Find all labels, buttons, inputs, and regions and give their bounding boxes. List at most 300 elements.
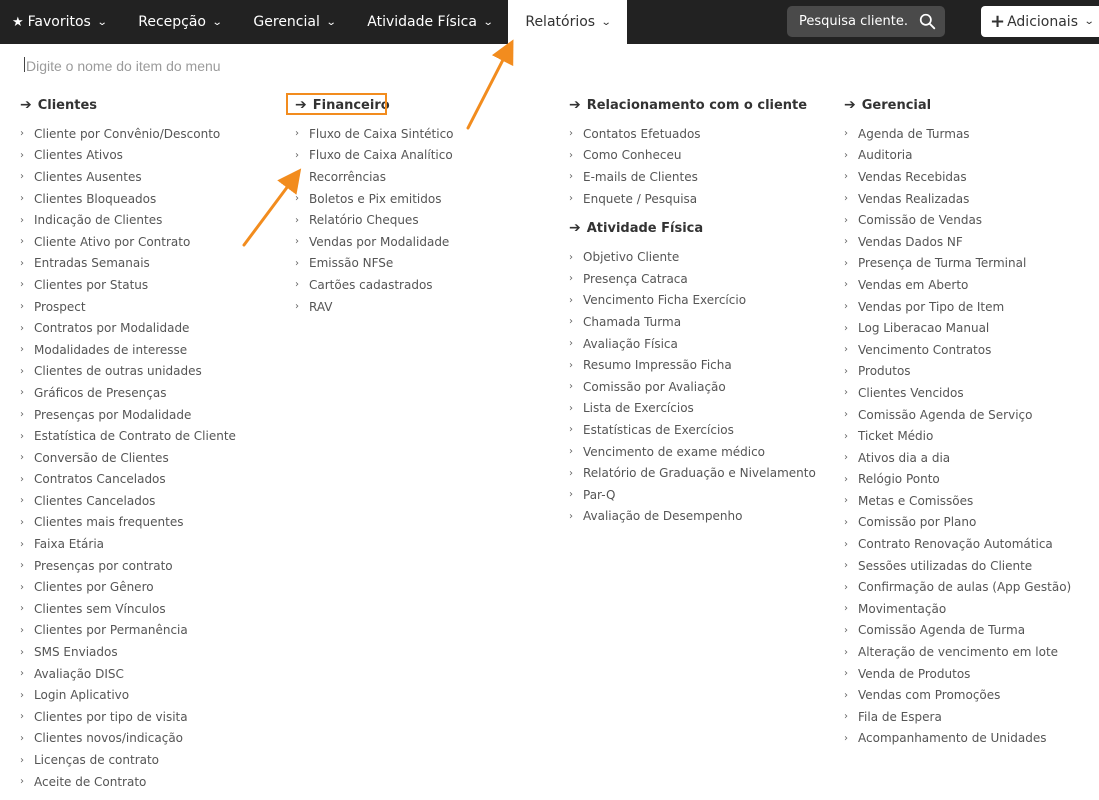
- chevron-down-icon: ⌄: [96, 16, 108, 28]
- menu-item[interactable]: [20, 598, 236, 620]
- menu-item-label: Aceite de Contrato: [34, 774, 147, 789]
- section-heading-relacionamento: [569, 95, 816, 115]
- menu-item-label: Contratos Cancelados: [34, 472, 166, 487]
- menu-item[interactable]: [569, 398, 816, 420]
- menu-item[interactable]: [569, 376, 816, 398]
- chevron-right-icon: ›: [569, 424, 573, 436]
- menu-item-label: Confirmação de aulas (App Gestão): [858, 580, 1072, 595]
- menu-item-label: Como Conheceu: [583, 148, 682, 163]
- adicionais-button[interactable]: [981, 6, 1099, 37]
- chevron-right-icon: ›: [20, 560, 24, 572]
- menu-item-label: Clientes mais frequentes: [34, 515, 184, 530]
- menu-item-label: Licenças de contrato: [34, 753, 160, 768]
- nav-gerencial[interactable]: [237, 0, 351, 44]
- menu-item[interactable]: [569, 311, 816, 333]
- chevron-right-icon: ›: [295, 149, 299, 161]
- chevron-right-icon: ›: [295, 257, 299, 269]
- menu-item[interactable]: [844, 253, 1071, 275]
- menu-item-label: Boletos e Pix emitidos: [309, 191, 442, 206]
- menu-item-label: Clientes Ativos: [34, 148, 123, 163]
- menu-item[interactable]: [20, 728, 236, 750]
- chevron-right-icon: ›: [20, 603, 24, 615]
- menu-item-label: Contatos Efetuados: [583, 126, 701, 141]
- annotation-arrow-recorrencias: [244, 178, 294, 245]
- chevron-right-icon: ›: [20, 473, 24, 485]
- chevron-down-icon: ⌄: [1083, 16, 1095, 27]
- chevron-down-icon: ⌄: [211, 16, 223, 28]
- menu-item[interactable]: [295, 231, 454, 253]
- menu-item-label: Vendas Recebidas: [858, 169, 967, 184]
- menu-item-label: Comissão Agenda de Turma: [858, 623, 1026, 638]
- section-heading-gerencial: [844, 95, 1071, 115]
- menu-item[interactable]: [295, 166, 454, 188]
- chevron-right-icon: ›: [844, 516, 848, 528]
- menu-item-label: Clientes sem Vínculos: [34, 601, 166, 616]
- menu-item[interactable]: [20, 209, 236, 231]
- menu-item[interactable]: [569, 123, 816, 145]
- menu-item[interactable]: [569, 268, 816, 290]
- chevron-right-icon: ›: [20, 171, 24, 183]
- chevron-right-icon: ›: [20, 430, 24, 442]
- chevron-right-icon: ›: [20, 776, 24, 788]
- menu-item-label: Vendas em Aberto: [858, 277, 969, 292]
- menu-item-label: Clientes Ausentes: [34, 169, 142, 184]
- menu-item-label: Avaliação DISC: [34, 666, 124, 681]
- section-title: Financeiro: [312, 97, 390, 113]
- chevron-right-icon: ›: [844, 430, 848, 442]
- menu-item-label: Vendas com Promoções: [858, 688, 1001, 703]
- menu-item-label: Vendas Dados NF: [858, 234, 963, 249]
- menu-item-label: Relatório de Graduação e Nivelamento: [583, 466, 816, 481]
- menu-item-label: Clientes por Status: [34, 277, 149, 292]
- nav-recepcao[interactable]: [122, 0, 237, 44]
- chevron-right-icon: ›: [295, 236, 299, 248]
- chevron-right-icon: ›: [569, 193, 573, 205]
- chevron-right-icon: ›: [844, 560, 848, 572]
- menu-item[interactable]: [844, 728, 1071, 750]
- chevron-right-icon: ›: [844, 603, 848, 615]
- nav-recepcao-label: Recepção: [138, 14, 207, 30]
- menu-item[interactable]: [569, 166, 816, 188]
- chevron-right-icon: ›: [844, 409, 848, 421]
- menu-item-label: Alteração de vencimento em lote: [858, 645, 1059, 660]
- chevron-right-icon: ›: [569, 273, 573, 285]
- menu-item[interactable]: [844, 123, 1071, 145]
- chevron-right-icon: ›: [844, 344, 848, 356]
- arrow-right-icon: ➔: [20, 97, 32, 113]
- menu-item-label: Movimentação: [858, 601, 947, 616]
- menu-item[interactable]: [20, 490, 236, 512]
- section-heading-clientes: [20, 95, 236, 115]
- menu-item-label: Enquete / Pesquisa: [583, 191, 698, 206]
- menu-item[interactable]: [295, 209, 454, 231]
- chevron-right-icon: ›: [844, 214, 848, 226]
- menu-item-label: Avaliação Física: [583, 336, 678, 351]
- menu-item[interactable]: [844, 166, 1071, 188]
- menu-item-label: Auditoria: [858, 148, 913, 163]
- menu-item[interactable]: [20, 533, 236, 555]
- menu-item-label: Estatística de Contrato de Cliente: [34, 429, 236, 444]
- chevron-right-icon: ›: [844, 128, 848, 140]
- menu-item[interactable]: [844, 339, 1071, 361]
- menu-item[interactable]: [20, 274, 236, 296]
- menu-item[interactable]: [844, 447, 1071, 469]
- section-title: Atividade Física: [586, 220, 704, 236]
- chevron-right-icon: ›: [20, 452, 24, 464]
- menu-item[interactable]: [20, 771, 236, 793]
- chevron-right-icon: ›: [844, 732, 848, 744]
- menu-item[interactable]: [20, 663, 236, 685]
- menu-item-label: Comissão por Plano: [858, 515, 977, 530]
- chevron-right-icon: ›: [569, 489, 573, 501]
- menu-item-label: Fluxo de Caixa Analítico: [309, 148, 453, 163]
- chevron-right-icon: ›: [569, 381, 573, 393]
- menu-item-label: Cartões cadastrados: [309, 277, 433, 292]
- arrow-right-icon: ➔: [295, 97, 307, 113]
- menu-item-label: Emissão NFSe: [309, 256, 394, 271]
- chevron-right-icon: ›: [844, 538, 848, 550]
- menu-list: [20, 123, 236, 792]
- menu-item[interactable]: [20, 555, 236, 577]
- menu-item-label: Log Liberacao Manual: [858, 321, 990, 336]
- adicionais-label: Adicionais: [1007, 13, 1078, 30]
- menu-item-label: Clientes Bloqueados: [34, 191, 157, 206]
- nav-atividade-label: Atividade Física: [367, 14, 477, 30]
- nav-favoritos-label: Favoritos: [27, 14, 91, 30]
- chevron-right-icon: ›: [844, 581, 848, 593]
- menu-item-label: Prospect: [34, 299, 86, 314]
- menu-list: [844, 123, 1071, 749]
- chevron-right-icon: ›: [844, 301, 848, 313]
- menu-item-label: Clientes Cancelados: [34, 493, 156, 508]
- highlight-box-financeiro: [286, 93, 387, 115]
- menu-item-label: Vendas Realizadas: [858, 191, 970, 206]
- chevron-right-icon: ›: [844, 193, 848, 205]
- menu-item[interactable]: [20, 684, 236, 706]
- menu-item[interactable]: [844, 598, 1071, 620]
- chevron-right-icon: ›: [569, 338, 573, 350]
- chevron-right-icon: ›: [844, 668, 848, 680]
- menu-item-label: Vencimento Contratos: [858, 342, 992, 357]
- menu-item-label: Presenças por Modalidade: [34, 407, 192, 422]
- chevron-right-icon: ›: [844, 149, 848, 161]
- menu-item-label: Comissão Agenda de Serviço: [858, 407, 1033, 422]
- menu-item[interactable]: [844, 209, 1071, 231]
- menu-item-label: Acompanhamento de Unidades: [858, 731, 1047, 746]
- menu-item-label: Produtos: [858, 364, 911, 379]
- menu-list: [295, 123, 454, 317]
- menu-item[interactable]: [20, 188, 236, 210]
- menu-item[interactable]: [844, 512, 1071, 534]
- menu-item-label: Comissão por Avaliação: [583, 379, 726, 394]
- menu-item-label: Fluxo de Caixa Sintético: [309, 126, 454, 141]
- menu-item[interactable]: [844, 663, 1071, 685]
- menu-item[interactable]: [295, 296, 454, 318]
- menu-item-label: Recorrências: [309, 169, 387, 184]
- menu-item[interactable]: [20, 145, 236, 167]
- menu-item-label: Faixa Etária: [34, 537, 105, 552]
- chevron-right-icon: ›: [20, 516, 24, 528]
- chevron-right-icon: ›: [844, 322, 848, 334]
- menu-item[interactable]: [844, 555, 1071, 577]
- menu-item[interactable]: [295, 123, 454, 145]
- section-title: Clientes: [37, 97, 98, 113]
- menu-item[interactable]: [569, 462, 816, 484]
- menu-item[interactable]: [20, 382, 236, 404]
- chevron-right-icon: ›: [20, 754, 24, 766]
- nav-relatorios[interactable]: [508, 0, 627, 44]
- menu-item[interactable]: [844, 188, 1071, 210]
- menu-item-label: Login Aplicativo: [34, 688, 130, 703]
- chevron-right-icon: ›: [20, 409, 24, 421]
- chevron-right-icon: ›: [20, 193, 24, 205]
- menu-item[interactable]: [844, 361, 1071, 383]
- menu-item-label: Indicação de Clientes: [34, 213, 163, 228]
- menu-item[interactable]: [20, 123, 236, 145]
- menu-item-label: Clientes por tipo de visita: [34, 709, 188, 724]
- star-icon: ★: [12, 14, 24, 30]
- chevron-right-icon: ›: [295, 214, 299, 226]
- menu-item[interactable]: [569, 333, 816, 355]
- chevron-right-icon: ›: [20, 495, 24, 507]
- chevron-right-icon: ›: [20, 128, 24, 140]
- menu-item[interactable]: [20, 317, 236, 339]
- menu-item-label: Cliente por Convênio/Desconto: [34, 126, 221, 141]
- menu-item[interactable]: [844, 641, 1071, 663]
- chevron-right-icon: ›: [569, 128, 573, 140]
- top-navbar: [0, 0, 1099, 44]
- nav-gerencial-label: Gerencial: [253, 14, 320, 30]
- menu-item[interactable]: [20, 620, 236, 642]
- menu-item[interactable]: [844, 404, 1071, 426]
- nav-relatorios-label: Relatórios: [525, 14, 596, 30]
- menu-item[interactable]: [295, 253, 454, 275]
- chevron-right-icon: ›: [844, 452, 848, 464]
- chevron-right-icon: ›: [569, 446, 573, 458]
- nav-atividade-fisica[interactable]: [351, 0, 508, 44]
- chevron-right-icon: ›: [20, 624, 24, 636]
- chevron-right-icon: ›: [20, 646, 24, 658]
- menu-item-label: Cliente Ativo por Contrato: [34, 234, 191, 249]
- menu-item-label: Venda de Produtos: [858, 666, 971, 681]
- menu-item[interactable]: [20, 231, 236, 253]
- chevron-right-icon: ›: [295, 193, 299, 205]
- menu-item-label: Resumo Impressão Ficha: [583, 358, 732, 373]
- menu-item-label: Vendas por Modalidade: [309, 234, 450, 249]
- menu-item[interactable]: [569, 354, 816, 376]
- chevron-right-icon: ›: [844, 495, 848, 507]
- menu-item[interactable]: [20, 447, 236, 469]
- menu-item[interactable]: [20, 404, 236, 426]
- chevron-right-icon: ›: [20, 581, 24, 593]
- menu-item[interactable]: [569, 484, 816, 506]
- chevron-right-icon: ›: [295, 279, 299, 291]
- chevron-right-icon: ›: [569, 467, 573, 479]
- column-relacionamento: [569, 95, 816, 527]
- menu-item-label: Relatório Cheques: [309, 213, 419, 228]
- menu-item-label: Clientes de outras unidades: [34, 364, 202, 379]
- menu-item-label: Contratos por Modalidade: [34, 321, 190, 336]
- chevron-right-icon: ›: [569, 171, 573, 183]
- menu-item-label: Vencimento de exame médico: [583, 444, 766, 459]
- menu-item-label: Clientes Vencidos: [858, 385, 964, 400]
- menu-item-label: Agenda de Turmas: [858, 126, 970, 141]
- chevron-down-icon: ⌄: [325, 16, 337, 28]
- menu-item-label: Chamada Turma: [583, 314, 682, 329]
- section-title: Gerencial: [861, 97, 932, 113]
- menu-item-label: Ticket Médio: [858, 429, 934, 444]
- menu-item[interactable]: [295, 188, 454, 210]
- menu-item[interactable]: [295, 145, 454, 167]
- menu-item[interactable]: [569, 188, 816, 210]
- chevron-right-icon: ›: [844, 171, 848, 183]
- chevron-right-icon: ›: [844, 387, 848, 399]
- chevron-right-icon: ›: [569, 316, 573, 328]
- menu-item[interactable]: [844, 469, 1071, 491]
- menu-item-label: SMS Enviados: [34, 645, 118, 660]
- chevron-right-icon: ›: [569, 359, 573, 371]
- chevron-right-icon: ›: [844, 689, 848, 701]
- menu-item-label: Vendas por Tipo de Item: [858, 299, 1005, 314]
- menu-item[interactable]: [569, 246, 816, 268]
- menu-item[interactable]: [569, 290, 816, 312]
- menu-item[interactable]: [20, 166, 236, 188]
- menu-item[interactable]: [844, 145, 1071, 167]
- menu-item-label: Conversão de Clientes: [34, 450, 169, 465]
- section-heading-atividade-fisica: [569, 218, 816, 238]
- menu-item[interactable]: [569, 145, 816, 167]
- menu-item-label: Clientes novos/indicação: [34, 731, 184, 746]
- nav-favoritos[interactable]: [0, 0, 122, 44]
- menu-item-label: Presença Catraca: [583, 271, 688, 286]
- menu-item[interactable]: [844, 490, 1071, 512]
- menu-item-label: Objetivo Cliente: [583, 250, 680, 265]
- chevron-right-icon: ›: [20, 236, 24, 248]
- menu-item[interactable]: [20, 749, 236, 771]
- menu-item-label: Entradas Semanais: [34, 256, 150, 271]
- menu-item[interactable]: [844, 684, 1071, 706]
- column-clientes: [20, 95, 236, 792]
- menu-item-label: E-mails de Clientes: [583, 169, 698, 184]
- chevron-right-icon: ›: [844, 646, 848, 658]
- chevron-down-icon: ⌄: [600, 16, 612, 28]
- menu-list: [569, 123, 816, 209]
- chevron-right-icon: ›: [569, 251, 573, 263]
- menu-item-label: Modalidades de interesse: [34, 342, 188, 357]
- menu-item-label: Estatísticas de Exercícios: [583, 422, 734, 437]
- client-search-input[interactable]: [797, 13, 911, 30]
- section-title: Relacionamento com o cliente: [586, 97, 808, 113]
- menu-item-label: RAV: [309, 299, 333, 314]
- search-icon[interactable]: [919, 13, 936, 30]
- menu-item[interactable]: [569, 441, 816, 463]
- chevron-right-icon: ›: [20, 387, 24, 399]
- chevron-right-icon: ›: [20, 322, 24, 334]
- chevron-right-icon: ›: [844, 624, 848, 636]
- chevron-right-icon: ›: [20, 732, 24, 744]
- menu-item[interactable]: [20, 425, 236, 447]
- chevron-right-icon: ›: [20, 365, 24, 377]
- chevron-right-icon: ›: [20, 214, 24, 226]
- chevron-right-icon: ›: [569, 510, 573, 522]
- menu-item-label: Presenças por contrato: [34, 558, 173, 573]
- menu-item[interactable]: [20, 339, 236, 361]
- menu-item[interactable]: [20, 253, 236, 275]
- menu-item[interactable]: [844, 296, 1071, 318]
- menu-item-label: Lista de Exercícios: [583, 401, 694, 416]
- column-gerencial: [844, 95, 1071, 749]
- plus-icon: +: [990, 10, 1006, 32]
- chevron-right-icon: ›: [569, 149, 573, 161]
- menu-item-label: Fila de Espera: [858, 709, 942, 724]
- menu-item[interactable]: [844, 274, 1071, 296]
- menu-item[interactable]: [844, 533, 1071, 555]
- menu-item-label: Par-Q: [583, 487, 616, 502]
- menu-item-label: Sessões utilizadas do Cliente: [858, 558, 1033, 573]
- menu-item[interactable]: [20, 706, 236, 728]
- chevron-right-icon: ›: [295, 171, 299, 183]
- column-financeiro: [295, 95, 454, 317]
- chevron-right-icon: ›: [295, 301, 299, 313]
- chevron-right-icon: ›: [844, 365, 848, 377]
- chevron-right-icon: ›: [844, 257, 848, 269]
- chevron-right-icon: ›: [569, 402, 573, 414]
- menu-item-label: Ativos dia a dia: [858, 450, 951, 465]
- menu-item[interactable]: [844, 425, 1071, 447]
- annotation-arrow-relatorios: [468, 50, 508, 128]
- menu-item[interactable]: [844, 620, 1071, 642]
- chevron-right-icon: ›: [844, 473, 848, 485]
- menu-item[interactable]: [20, 512, 236, 534]
- menu-item[interactable]: [20, 576, 236, 598]
- chevron-right-icon: ›: [20, 149, 24, 161]
- chevron-right-icon: ›: [20, 344, 24, 356]
- arrow-right-icon: ➔: [844, 97, 856, 113]
- chevron-right-icon: ›: [20, 538, 24, 550]
- menu-item[interactable]: [844, 317, 1071, 339]
- arrow-right-icon: ➔: [569, 97, 581, 113]
- menu-filter-input[interactable]: [24, 54, 428, 78]
- client-search[interactable]: [787, 6, 945, 37]
- chevron-right-icon: ›: [295, 128, 299, 140]
- chevron-down-icon: ⌄: [482, 16, 494, 28]
- chevron-right-icon: ›: [20, 711, 24, 723]
- chevron-right-icon: ›: [20, 257, 24, 269]
- menu-item[interactable]: [20, 469, 236, 491]
- chevron-right-icon: ›: [20, 301, 24, 313]
- menu-item[interactable]: [569, 419, 816, 441]
- menu-item[interactable]: [295, 274, 454, 296]
- menu-item[interactable]: [844, 576, 1071, 598]
- menu-item-label: Comissão de Vendas: [858, 213, 983, 228]
- menu-item[interactable]: [844, 382, 1071, 404]
- menu-item-label: Metas e Comissões: [858, 493, 974, 508]
- menu-item[interactable]: [844, 706, 1071, 728]
- menu-item[interactable]: [20, 641, 236, 663]
- menu-item[interactable]: [569, 506, 816, 528]
- menu-item-label: Clientes por Permanência: [34, 623, 188, 638]
- menu-item[interactable]: [20, 296, 236, 318]
- menu-item[interactable]: [844, 231, 1071, 253]
- chevron-right-icon: ›: [569, 294, 573, 306]
- chevron-right-icon: ›: [844, 279, 848, 291]
- menu-item-label: Vencimento Ficha Exercício: [583, 293, 747, 308]
- arrow-right-icon: ➔: [569, 220, 581, 237]
- menu-item-label: Avaliação de Desempenho: [583, 509, 743, 524]
- menu-item[interactable]: [20, 361, 236, 383]
- menu-list: [569, 246, 816, 527]
- chevron-right-icon: ›: [20, 668, 24, 680]
